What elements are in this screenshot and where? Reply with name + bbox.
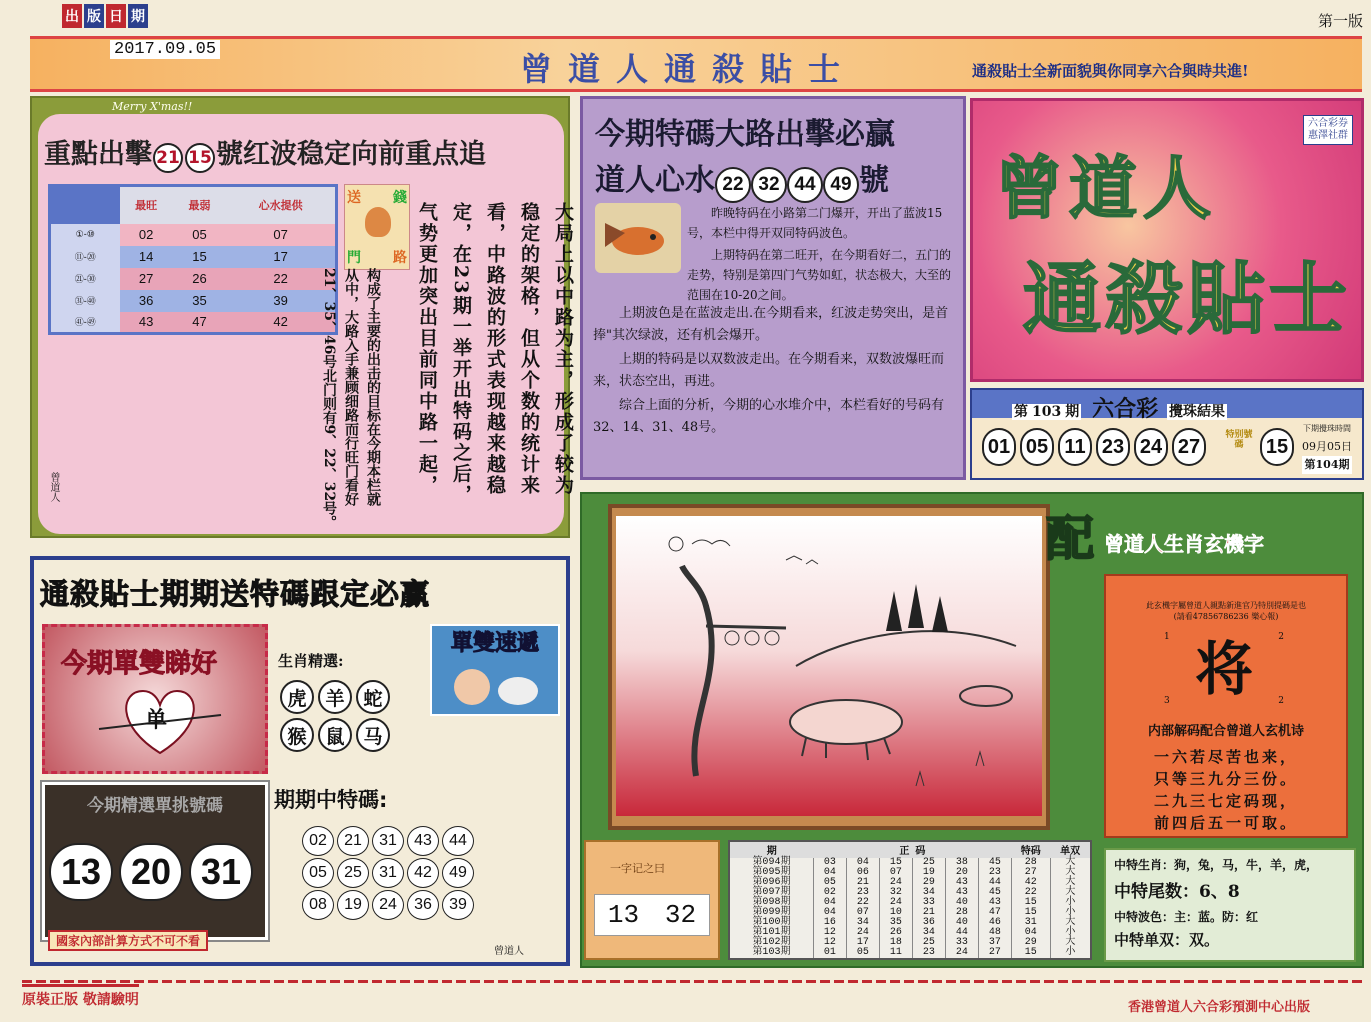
row-value: 14 (138, 249, 154, 264)
history-cell: 34 (912, 888, 945, 898)
history-cell: 15 (1011, 908, 1050, 918)
history-cell: 第101期 (729, 928, 813, 938)
memory-box: 一字记之曰 13 32 (584, 840, 720, 960)
history-cell: 24 (879, 878, 912, 888)
grid-number: 21 (337, 826, 369, 856)
grid-number: 44 (442, 826, 474, 856)
mid-para-5: 综合上面的分析，今期的心水堆介中，本栏看好的号码有32、14、31、48号。 (593, 398, 945, 435)
history-cell: 23 (912, 948, 945, 959)
history-cell: 07 (879, 868, 912, 878)
headline-num-21: 21 (153, 143, 183, 173)
analysis-vertical-small: 构成了主要的出击的目标在今期本栏就 从中，大路入手兼顾细路而行旺门看好 21、35、46号北门则有9、22、32号。 (321, 268, 381, 530)
row-range-label: ⑪-⑳ (50, 246, 120, 268)
history-cell: 40 (945, 918, 978, 928)
grid-number: 05 (302, 858, 334, 888)
money-bag-icon (365, 207, 391, 237)
history-cell: 23 (846, 888, 879, 898)
results-title: 第 103 期 六合彩 攪珠結果 (1014, 396, 1225, 422)
hot-cold-table (48, 184, 338, 335)
author-signature: 曾道人 (48, 472, 59, 502)
history-cell: 33 (945, 938, 978, 948)
history-cell: 15 (1011, 898, 1050, 908)
grid-number: 24 (372, 890, 404, 920)
footer-right: 香港曾道人六合彩預測中心出版 (1128, 1000, 1311, 1015)
history-cell: 40 (945, 898, 978, 908)
history-cell: 第103期 (729, 948, 813, 959)
row-value: 42 (273, 314, 288, 330)
hot-cold-row (50, 246, 337, 268)
history-cell: 大 (1050, 888, 1091, 898)
result-balls: 01 05 11 23 24 27 (982, 428, 1206, 466)
history-cell: 大 (1050, 858, 1091, 868)
row-value: 39 (273, 293, 288, 308)
history-cell: 15 (1011, 948, 1050, 959)
history-cell: 43 (978, 898, 1011, 908)
history-cell: 小 (1050, 928, 1091, 938)
col-tip: 心水提供 (258, 200, 303, 213)
history-cell: 第096期 (729, 878, 813, 888)
odd-even-card: 今期單雙睇好 单 (42, 624, 268, 774)
bottom-left-panel (30, 556, 570, 966)
mid-para-1: 昨晚特码在小路第二门爆开，开出了蓝波15号，本栏中得开双同特码波色。 (687, 206, 943, 240)
zodiac-grid: 虎 羊 蛇 猴 鼠 马 (280, 680, 400, 752)
poem-pei: 配 (1046, 511, 1095, 567)
row-range-label: ①-⑩ (50, 224, 120, 246)
history-table: 期 正 码 特码 单双 第094期 03 04 15 25 38 45 28 大 第095期 04 06 07 19 20 23 27 大 第096期 05 21 24 29 43 44 42 大 第097期 02 23 32 34 43 45 22 大 第098期 04 22 24 33 40 43 15 小 第099期 04 07 10 21 28 47 15 小 第100期 16 34 35 36 40 46 31 大 第101期 12 24 26 34 44 48 04 小 第102期 12 17 18 25 33 37 29 大 第103期 01 05 11 23 24 27 15 小 (728, 840, 1092, 960)
history-cell: 第097期 (729, 888, 813, 898)
stats-card: 中特生肖：狗，兔，马，牛，羊，虎， 中特尾数：6、8 中特波色：主：蓝。防：红 中特单双：双。 (1104, 848, 1356, 962)
row-value: 22 (273, 271, 288, 286)
history-cell: 45 (978, 888, 1011, 898)
footer-rule (22, 980, 1362, 983)
grid-number: 25 (337, 858, 369, 888)
row-value: 05 (192, 227, 207, 242)
history-cell: 03 (813, 858, 846, 868)
odd-even-value: 单 (145, 707, 168, 733)
publication-date: 2017.09.05 (110, 40, 220, 59)
row-range-label: ㉑-㉚ (50, 268, 120, 290)
history-cell: 04 (846, 858, 879, 868)
row-range-label: ㉛-㊵ (50, 290, 120, 312)
grid-number: 31 (372, 826, 404, 856)
hot-cold-row (50, 312, 337, 334)
grid-number: 42 (407, 858, 439, 888)
history-cell: 10 (879, 908, 912, 918)
analysis-vertical-main: 大局上以中路为主，形成了较为 稳定的架格，但从个数的统计来 看，中路波的形式表现越来越稳 定，在23期一举开出特码之后， 气势更加突出目前同中路一起， (416, 202, 574, 506)
history-cell: 17 (846, 938, 879, 948)
history-cell: 大 (1050, 918, 1091, 928)
mid-para-2: 上期特码在第二旺开，在今期看好二，五门的走势，特别是第四门气势如虹，状态极大，大至的范围在10-20之间。 (687, 248, 952, 302)
history-cell: 07 (846, 908, 879, 918)
brand-title-1: 曾道人 (995, 149, 1218, 229)
history-cell: 第099期 (729, 908, 813, 918)
dark-pick-card: 今期精選單挑號碼 13 20 31 (42, 782, 268, 940)
footer-left: 原裝正版 敬請驗明 (22, 984, 139, 1009)
history-cell: 43 (945, 878, 978, 888)
history-cell: 大 (1050, 868, 1091, 878)
poem-lines: 一六若尽苦也来， 只等三九分三份。 二九三七定码现， 前四后五一可取。 (1153, 748, 1298, 832)
history-cell: 05 (813, 878, 846, 888)
history-cell: 28 (945, 908, 978, 918)
hot-cold-row (50, 224, 337, 246)
pig-icon (790, 700, 902, 744)
history-cell: 27 (978, 948, 1011, 959)
header-title: 曾道人通殺貼士 (520, 50, 857, 88)
history-cell: 21 (912, 908, 945, 918)
row-value: 43 (138, 314, 154, 330)
grid-number: 49 (442, 858, 474, 888)
brand-title-2: 通殺貼士 (1023, 254, 1352, 345)
memory-numbers: 13 32 (594, 894, 710, 936)
history-cell: 大 (1050, 938, 1091, 948)
grid-number: 36 (407, 890, 439, 920)
history-cell: 28 (1011, 858, 1050, 868)
hot-cold-row (50, 290, 337, 312)
history-cell: 45 (978, 858, 1011, 868)
history-cell: 29 (1011, 938, 1050, 948)
history-cell: 12 (813, 928, 846, 938)
history-cell: 34 (912, 928, 945, 938)
history-cell: 33 (912, 898, 945, 908)
top-left-panel (30, 96, 574, 538)
row-value: 07 (273, 227, 288, 242)
history-cell: 22 (1011, 888, 1050, 898)
history-cell: 25 (912, 938, 945, 948)
history-cell: 第095期 (729, 868, 813, 878)
next-draw: 下期攪珠時間 09月05日 第104期 (1302, 420, 1352, 474)
history-cell: 44 (945, 928, 978, 938)
brand-badge: 六合彩券 惠澤社群 (1303, 115, 1353, 145)
history-cell: 26 (879, 928, 912, 938)
grid-number: 31 (372, 858, 404, 888)
history-cell: 06 (846, 868, 879, 878)
history-cell: 35 (879, 918, 912, 928)
top-left-headline: 重點出擊 21 15 號红波稳定向前重点追 (44, 132, 486, 173)
brand-panel (970, 98, 1364, 382)
row-value: 02 (138, 227, 154, 242)
history-cell: 小 (1050, 908, 1091, 918)
history-cell: 第098期 (729, 898, 813, 908)
row-value: 27 (138, 271, 154, 286)
special-ball: 15 (1260, 428, 1294, 466)
history-cell: 31 (1011, 918, 1050, 928)
history-cell: 16 (813, 918, 846, 928)
grid-number: 39 (442, 890, 474, 920)
poem-char-box: 1 2 3 2 将 (1164, 632, 1284, 706)
history-cell: 48 (978, 928, 1011, 938)
history-cell: 23 (978, 868, 1011, 878)
poem-title: 曾道人生肖玄機字 (1104, 532, 1264, 556)
poem-char: 将 (1194, 635, 1253, 703)
history-row (729, 948, 1091, 959)
history-cell: 24 (879, 898, 912, 908)
history-cell: 04 (813, 908, 846, 918)
history-cell: 36 (912, 918, 945, 928)
history-cell: 04 (813, 868, 846, 878)
poem-subtitle: 内部解码配合曾道人玄机诗 (1147, 724, 1304, 739)
pick-balls: 13 20 31 (49, 843, 253, 901)
history-cell: 47 (978, 908, 1011, 918)
col-hottest: 最旺 (135, 200, 158, 213)
publication-badge: 出 版 日 期 (62, 4, 148, 28)
history-cell: 32 (879, 888, 912, 898)
history-cell: 小 (1050, 948, 1091, 959)
row-value: 17 (273, 249, 288, 264)
history-cell: 22 (846, 898, 879, 908)
history-cell: 21 (846, 878, 879, 888)
history-cell: 34 (846, 918, 879, 928)
grid-number: 02 (302, 826, 334, 856)
row-range-label: ㊶-㊾ (50, 312, 120, 334)
history-cell: 第100期 (729, 918, 813, 928)
mid-headline-1: 今期特碼大路出擊必贏 (595, 117, 895, 152)
history-cell: 44 (978, 878, 1011, 888)
grid-number: 19 (337, 890, 369, 920)
history-cell: 24 (846, 928, 879, 938)
header-slogan: 通殺貼士全新面貌與你同享六合與時共進! (972, 62, 1249, 80)
history-cell: 第094期 (729, 858, 813, 868)
zodiac-label: 生肖精選: (278, 652, 344, 670)
history-cell: 12 (813, 938, 846, 948)
history-cell: 29 (912, 878, 945, 888)
history-cell: 25 (912, 858, 945, 868)
results-strip (970, 388, 1364, 480)
mid-para-3: 上期波色是在蓝波走出.在今期看来，红波走势突出，是首捧"其次绿波，还有机会爆开。 (593, 306, 949, 343)
history-cell: 05 (846, 948, 879, 959)
bottom-left-banner: 通殺貼士期期送特碼跟定必贏 (40, 577, 431, 611)
row-value: 26 (192, 271, 207, 286)
logo-box: 送 錢 門 路 (344, 184, 410, 270)
history-cell: 24 (945, 948, 978, 959)
history-cell: 19 (912, 868, 945, 878)
history-cell: 04 (1011, 928, 1050, 938)
grid-number: 08 (302, 890, 334, 920)
page-number: 第一版 (1318, 12, 1364, 30)
history-cell: 11 (879, 948, 912, 959)
riddle-illustration (616, 516, 1042, 816)
history-cell: 大 (1050, 878, 1091, 888)
history-cell: 小 (1050, 898, 1091, 908)
row-value: 47 (192, 314, 207, 330)
history-header-numbers: 正 码 (899, 847, 926, 858)
special-tag: 特别號碼 (1225, 430, 1253, 450)
history-cell: 27 (1011, 868, 1050, 878)
history-cell: 38 (945, 858, 978, 868)
grid-number: 43 (407, 826, 439, 856)
hot-cold-row (50, 268, 337, 290)
bottom-left-signature: 曾道人 (494, 946, 524, 957)
row-value: 36 (138, 293, 154, 308)
row-value: 15 (192, 249, 207, 264)
history-cell: 04 (813, 898, 846, 908)
headline-num-15: 15 (185, 143, 215, 173)
picture-frame (608, 504, 1050, 830)
history-cell: 20 (945, 868, 978, 878)
history-cell: 01 (813, 948, 846, 959)
mid-headline-2: 道人心水 22 32 44 49 號 (595, 155, 889, 203)
mid-para-4: 上期的特码是以双数波走出。在今期看来，双数波爆旺而来，状态空出，再进。 (593, 352, 945, 389)
col-coldest: 最弱 (188, 200, 211, 213)
number-grid (302, 826, 478, 920)
history-cell: 42 (1011, 878, 1050, 888)
history-cell: 37 (978, 938, 1011, 948)
history-cell: 15 (879, 858, 912, 868)
hand-icon (432, 657, 558, 717)
history-cell: 02 (813, 888, 846, 898)
poem-card: 此玄機字屬曾道人親點新進官乃特別提碼是也 (請看47856786236 樂心報) 1 2 3 2 将 内部解码配合曾道人玄机诗 一六若尽苦也来， 只等三九分三份。 二九三七定码现， 前四后五一可取。 (1104, 574, 1348, 838)
history-cell: 第102期 (729, 938, 813, 948)
row-value: 35 (192, 293, 207, 308)
history-cell: 43 (945, 888, 978, 898)
hit-label: 期期中特碼: (274, 788, 388, 812)
xmas-label: Merry X'mas!! (112, 100, 193, 113)
history-cell: 18 (879, 938, 912, 948)
top-middle-panel (580, 96, 966, 480)
stamp-note: 國家內部計算方式不可不看 (48, 930, 208, 951)
history-cell: 46 (978, 918, 1011, 928)
speed-title-box: 單雙速遞 (430, 624, 560, 716)
